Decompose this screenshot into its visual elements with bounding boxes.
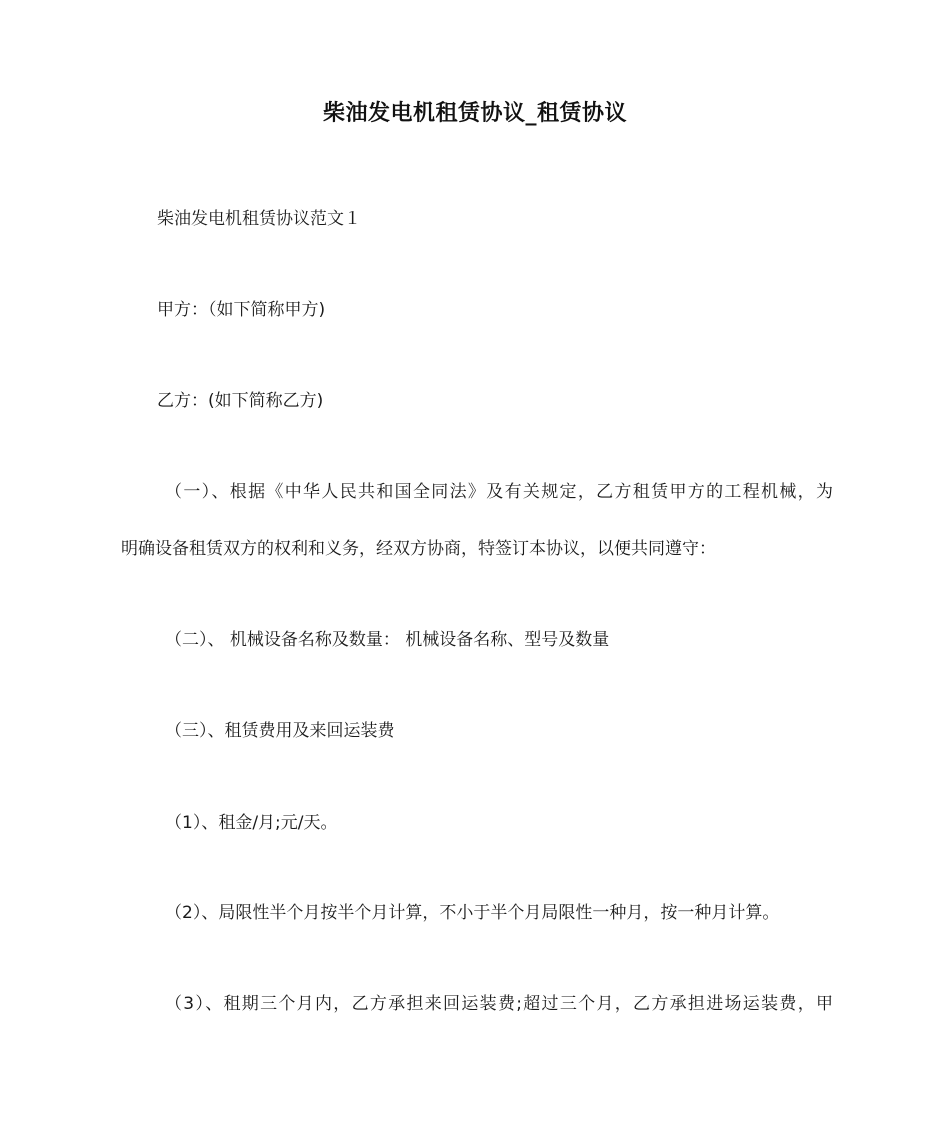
paragraph-clause-2: （二）、 机械设备名称及数量： 机械设备名称、型号及数量 (165, 630, 610, 650)
paragraph-heading-sample: 柴油发电机租赁协议范文１ (157, 209, 361, 229)
paragraph-item-2: （2）、局限性半个月按半个月计算，不小于半个月局限性一种月，按一种月计算。 (165, 903, 780, 923)
paragraph-clause-1-line-2: 明确设备租赁双方的权利和义务，经双方协商，特签订本协议，以便共同遵守： (121, 539, 716, 559)
paragraph-clause-1-line-1: （一）、根据《中华人民共和国全同法》及有关规定，乙方租赁甲方的工程机械，为 (165, 482, 833, 502)
document-title: 柴油发电机租赁协议_租赁协议 (322, 101, 627, 126)
paragraph-party-a: 甲方：（如下简称甲方) (157, 300, 326, 320)
paragraph-clause-3: （三）、租赁费用及来回运装费 (165, 721, 395, 741)
paragraph-party-b: 乙方：(如下简称乙方) (157, 391, 324, 411)
paragraph-item-3: （3）、租期三个月内，乙方承担来回运装费;超过三个月，乙方承担进场运装费，甲 (165, 994, 833, 1014)
paragraph-item-1: （1）、租金/月;元/天。 (165, 813, 338, 833)
